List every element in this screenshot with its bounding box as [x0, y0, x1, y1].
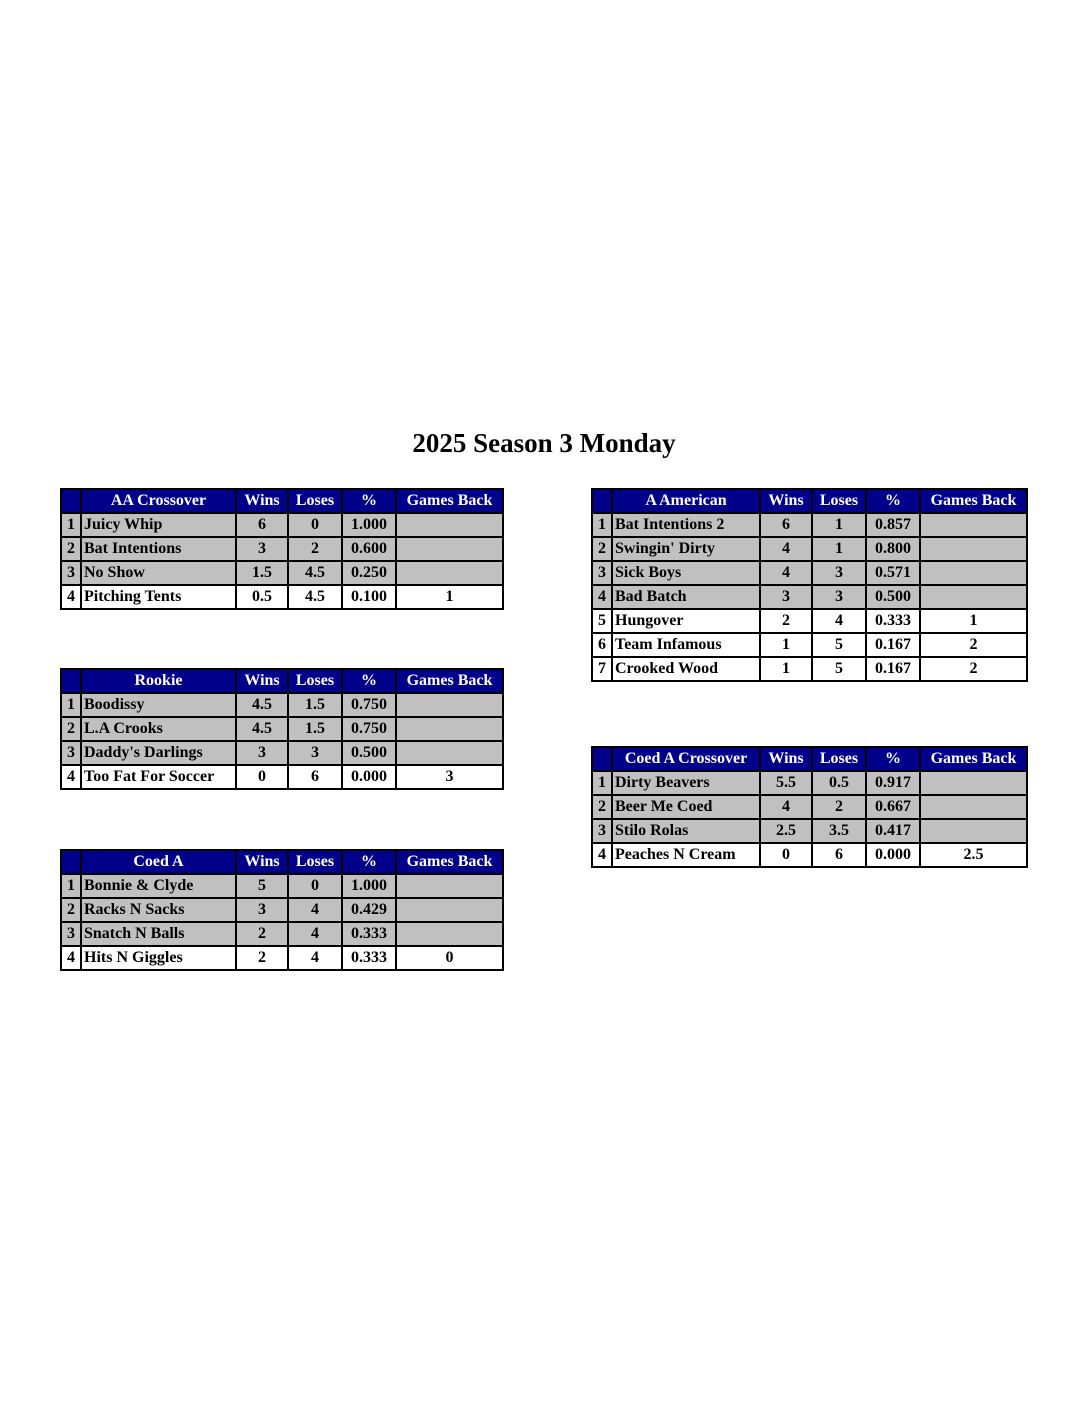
- rank-cell: 1: [61, 874, 81, 898]
- wins-cell: 5.5: [760, 771, 812, 795]
- team-cell: Pitching Tents: [81, 585, 236, 609]
- games-back-cell: [920, 585, 1027, 609]
- pct-cell: 0.417: [866, 819, 920, 843]
- team-cell: Daddy's Darlings: [81, 741, 236, 765]
- loses-cell: 4.5: [288, 561, 342, 585]
- standings-table-coed-a-crossover: [591, 746, 1028, 868]
- pct-cell: 0.750: [342, 693, 396, 717]
- wins-cell: 6: [236, 513, 288, 537]
- pct-cell: 0.571: [866, 561, 920, 585]
- table-row: [61, 741, 503, 765]
- page-title: 2025 Season 3 Monday: [412, 428, 676, 458]
- wins-header: Wins: [760, 489, 812, 513]
- loses-cell: 4.5: [288, 585, 342, 609]
- pct-header: %: [342, 489, 396, 513]
- pct-cell: 0.167: [866, 633, 920, 657]
- team-cell: Crooked Wood: [612, 657, 760, 681]
- loses-header: Loses: [288, 489, 342, 513]
- rank-header: [61, 850, 81, 874]
- pct-header: %: [342, 669, 396, 693]
- loses-cell: 5: [812, 633, 866, 657]
- loses-cell: 4: [288, 922, 342, 946]
- standings-table-aa-crossover: [60, 488, 504, 610]
- table-row: [61, 585, 503, 609]
- pct-cell: 0.500: [866, 585, 920, 609]
- rank-header: [592, 747, 612, 771]
- pct-header: %: [866, 747, 920, 771]
- wins-header: Wins: [236, 489, 288, 513]
- team-cell: Bad Batch: [612, 585, 760, 609]
- pct-cell: 0.500: [342, 741, 396, 765]
- table-row: [592, 537, 1027, 561]
- games-back-cell: [920, 819, 1027, 843]
- wins-cell: 2: [236, 946, 288, 970]
- table-header-row: [592, 747, 1027, 771]
- pct-header: %: [342, 850, 396, 874]
- table-row: [61, 693, 503, 717]
- wins-cell: 0.5: [236, 585, 288, 609]
- wins-header: Wins: [236, 669, 288, 693]
- rank-cell: 1: [61, 693, 81, 717]
- games-back-cell: [920, 795, 1027, 819]
- division-name: Coed A: [81, 850, 236, 874]
- rank-header: [61, 669, 81, 693]
- rank-cell: 4: [592, 843, 612, 867]
- wins-cell: 1: [760, 633, 812, 657]
- rank-cell: 6: [592, 633, 612, 657]
- loses-cell: 6: [288, 765, 342, 789]
- table-row: [592, 633, 1027, 657]
- games-back-header: Games Back: [396, 489, 503, 513]
- loses-header: Loses: [288, 850, 342, 874]
- games-back-cell: [396, 741, 503, 765]
- table-header-row: [61, 669, 503, 693]
- rank-cell: 1: [592, 771, 612, 795]
- pct-cell: 0.667: [866, 795, 920, 819]
- games-back-cell: [396, 922, 503, 946]
- wins-cell: 4: [760, 537, 812, 561]
- games-back-cell: [920, 771, 1027, 795]
- table-row: [592, 609, 1027, 633]
- team-cell: Team Infamous: [612, 633, 760, 657]
- games-back-cell: [920, 537, 1027, 561]
- pct-cell: 1.000: [342, 513, 396, 537]
- wins-cell: 6: [760, 513, 812, 537]
- rank-header: [61, 489, 81, 513]
- wins-header: Wins: [760, 747, 812, 771]
- pct-cell: 0.250: [342, 561, 396, 585]
- pct-cell: 0.167: [866, 657, 920, 681]
- team-cell: Beer Me Coed: [612, 795, 760, 819]
- rank-cell: 4: [592, 585, 612, 609]
- team-cell: Dirty Beavers: [612, 771, 760, 795]
- team-cell: Hits N Giggles: [81, 946, 236, 970]
- pct-header: %: [866, 489, 920, 513]
- table-row: [592, 843, 1027, 867]
- games-back-cell: 2: [920, 657, 1027, 681]
- rank-cell: 3: [592, 561, 612, 585]
- table-header-row: [61, 850, 503, 874]
- loses-cell: 3: [812, 585, 866, 609]
- team-cell: No Show: [81, 561, 236, 585]
- standings-table-a-american: [591, 488, 1028, 682]
- loses-cell: 0.5: [812, 771, 866, 795]
- wins-cell: 2: [760, 609, 812, 633]
- rank-cell: 3: [592, 819, 612, 843]
- pct-cell: 0.800: [866, 537, 920, 561]
- table-row: [592, 819, 1027, 843]
- wins-header: Wins: [236, 850, 288, 874]
- loses-cell: 4: [812, 609, 866, 633]
- loses-header: Loses: [812, 489, 866, 513]
- table-row: [61, 717, 503, 741]
- games-back-cell: 1: [920, 609, 1027, 633]
- table-row: [61, 513, 503, 537]
- wins-cell: 1.5: [236, 561, 288, 585]
- pct-cell: 0.750: [342, 717, 396, 741]
- team-cell: Boodissy: [81, 693, 236, 717]
- games-back-cell: [396, 874, 503, 898]
- table-row: [592, 657, 1027, 681]
- wins-cell: 4.5: [236, 717, 288, 741]
- rank-cell: 2: [61, 898, 81, 922]
- games-back-cell: [920, 513, 1027, 537]
- table-row: [61, 537, 503, 561]
- division-name: Coed A Crossover: [612, 747, 760, 771]
- rank-cell: 7: [592, 657, 612, 681]
- pct-cell: 0.100: [342, 585, 396, 609]
- loses-cell: 2: [288, 537, 342, 561]
- loses-cell: 4: [288, 946, 342, 970]
- team-cell: Sick Boys: [612, 561, 760, 585]
- rank-cell: 4: [61, 585, 81, 609]
- rank-cell: 2: [592, 795, 612, 819]
- games-back-header: Games Back: [396, 669, 503, 693]
- rank-cell: 4: [61, 765, 81, 789]
- wins-cell: 3: [236, 537, 288, 561]
- loses-cell: 3.5: [812, 819, 866, 843]
- games-back-header: Games Back: [920, 747, 1027, 771]
- wins-cell: 0: [760, 843, 812, 867]
- games-back-cell: 2: [920, 633, 1027, 657]
- pct-cell: 1.000: [342, 874, 396, 898]
- rank-header: [592, 489, 612, 513]
- games-back-cell: [396, 537, 503, 561]
- team-cell: Peaches N Cream: [612, 843, 760, 867]
- games-back-header: Games Back: [920, 489, 1027, 513]
- rank-cell: 3: [61, 741, 81, 765]
- wins-cell: 2.5: [760, 819, 812, 843]
- pct-cell: 0.429: [342, 898, 396, 922]
- table-row: [592, 771, 1027, 795]
- wins-cell: 3: [236, 741, 288, 765]
- loses-cell: 1: [812, 537, 866, 561]
- table-row: [592, 513, 1027, 537]
- wins-cell: 5: [236, 874, 288, 898]
- rank-cell: 1: [592, 513, 612, 537]
- standings-table-coed-a: [60, 849, 504, 971]
- table-row: [592, 585, 1027, 609]
- rank-cell: 2: [61, 537, 81, 561]
- wins-cell: 0: [236, 765, 288, 789]
- loses-cell: 5: [812, 657, 866, 681]
- division-name: Rookie: [81, 669, 236, 693]
- loses-cell: 2: [812, 795, 866, 819]
- table-header-row: [592, 489, 1027, 513]
- team-cell: Racks N Sacks: [81, 898, 236, 922]
- games-back-cell: [396, 898, 503, 922]
- rank-cell: 2: [61, 717, 81, 741]
- games-back-cell: 3: [396, 765, 503, 789]
- rank-cell: 2: [592, 537, 612, 561]
- games-back-cell: [396, 513, 503, 537]
- pct-cell: 0.600: [342, 537, 396, 561]
- loses-cell: 1.5: [288, 717, 342, 741]
- pct-cell: 0.000: [866, 843, 920, 867]
- loses-cell: 0: [288, 513, 342, 537]
- team-cell: L.A Crooks: [81, 717, 236, 741]
- team-cell: Swingin' Dirty: [612, 537, 760, 561]
- rank-cell: 1: [61, 513, 81, 537]
- games-back-header: Games Back: [396, 850, 503, 874]
- table-row: [61, 765, 503, 789]
- team-cell: Stilo Rolas: [612, 819, 760, 843]
- pct-cell: 0.857: [866, 513, 920, 537]
- team-cell: Bat Intentions: [81, 537, 236, 561]
- wins-cell: 1: [760, 657, 812, 681]
- team-cell: Too Fat For Soccer: [81, 765, 236, 789]
- rank-cell: 3: [61, 922, 81, 946]
- loses-cell: 3: [812, 561, 866, 585]
- wins-cell: 3: [760, 585, 812, 609]
- rank-cell: 5: [592, 609, 612, 633]
- table-row: [592, 795, 1027, 819]
- team-cell: Bonnie & Clyde: [81, 874, 236, 898]
- team-cell: Juicy Whip: [81, 513, 236, 537]
- division-name: A American: [612, 489, 760, 513]
- loses-cell: 6: [812, 843, 866, 867]
- rank-cell: 3: [61, 561, 81, 585]
- pct-cell: 0.000: [342, 765, 396, 789]
- table-row: [61, 898, 503, 922]
- table-header-row: [61, 489, 503, 513]
- table-row: [592, 561, 1027, 585]
- standings-table-rookie: [60, 668, 504, 790]
- loses-header: Loses: [288, 669, 342, 693]
- loses-cell: 3: [288, 741, 342, 765]
- wins-cell: 4.5: [236, 693, 288, 717]
- wins-cell: 3: [236, 898, 288, 922]
- team-cell: Bat Intentions 2: [612, 513, 760, 537]
- pct-cell: 0.333: [342, 946, 396, 970]
- table-row: [61, 922, 503, 946]
- loses-header: Loses: [812, 747, 866, 771]
- team-cell: Hungover: [612, 609, 760, 633]
- games-back-cell: [920, 561, 1027, 585]
- games-back-cell: [396, 561, 503, 585]
- loses-cell: 1.5: [288, 693, 342, 717]
- games-back-cell: 0: [396, 946, 503, 970]
- rank-cell: 4: [61, 946, 81, 970]
- games-back-cell: 1: [396, 585, 503, 609]
- pct-cell: 0.917: [866, 771, 920, 795]
- pct-cell: 0.333: [342, 922, 396, 946]
- games-back-cell: 2.5: [920, 843, 1027, 867]
- table-row: [61, 874, 503, 898]
- wins-cell: 4: [760, 795, 812, 819]
- table-row: [61, 561, 503, 585]
- games-back-cell: [396, 693, 503, 717]
- team-cell: Snatch N Balls: [81, 922, 236, 946]
- wins-cell: 2: [236, 922, 288, 946]
- table-row: [61, 946, 503, 970]
- division-name: AA Crossover: [81, 489, 236, 513]
- games-back-cell: [396, 717, 503, 741]
- loses-cell: 4: [288, 898, 342, 922]
- wins-cell: 4: [760, 561, 812, 585]
- pct-cell: 0.333: [866, 609, 920, 633]
- loses-cell: 1: [812, 513, 866, 537]
- loses-cell: 0: [288, 874, 342, 898]
